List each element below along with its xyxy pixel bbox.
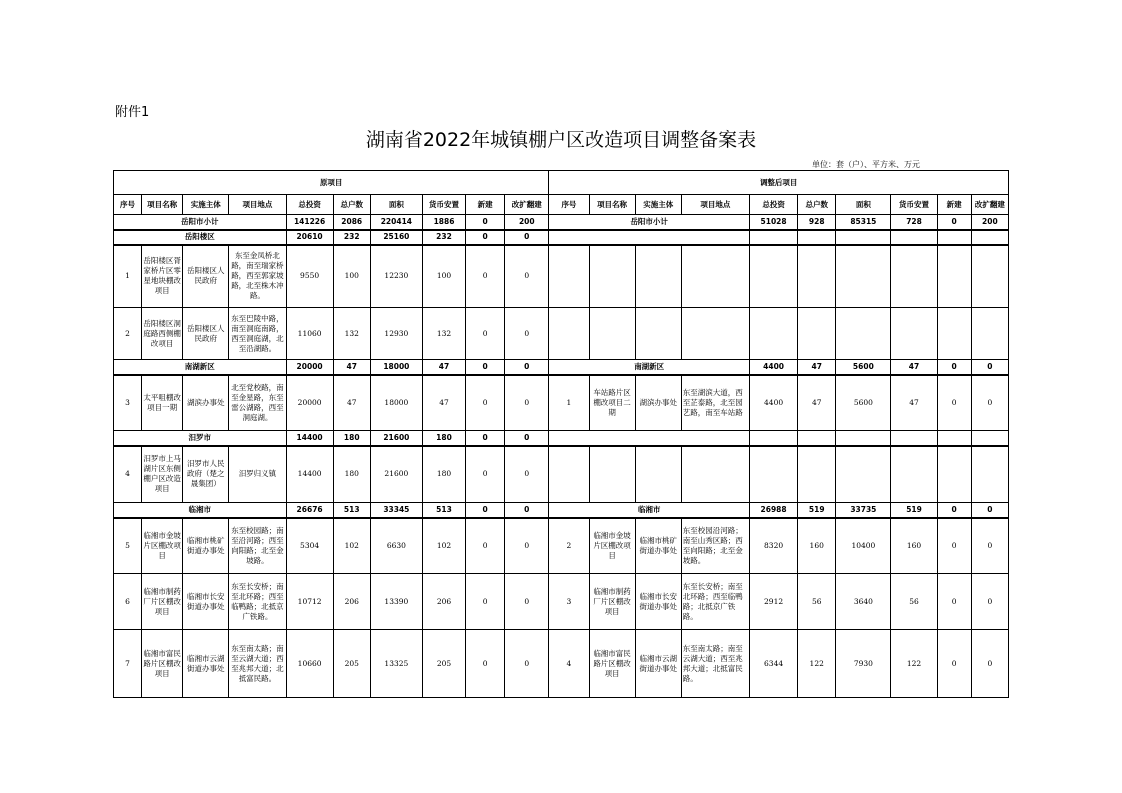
project-cell: [750, 446, 798, 503]
project-cell: [681, 446, 749, 503]
project-cell: 6: [114, 574, 142, 630]
section-total: [798, 230, 836, 245]
project-cell: 205: [333, 630, 370, 698]
project-cell: 100: [333, 245, 370, 308]
project-cell: 临湘市金坡片区棚改项目: [142, 518, 183, 574]
project-cell: 临湘市富民路片区棚改项目: [589, 630, 635, 698]
section-total: [891, 431, 937, 446]
project-cell: 0: [466, 308, 505, 360]
section-total: 0: [466, 360, 505, 375]
table-row: [114, 195, 1009, 215]
project-cell: 56: [891, 574, 937, 630]
section-total: 0: [937, 360, 971, 375]
project-cell: 0: [466, 375, 505, 431]
column-header: 货币安置: [891, 195, 937, 215]
section-total: [891, 230, 937, 245]
project-cell: 100: [422, 245, 465, 308]
project-cell: 0: [466, 630, 505, 698]
city-total-value: 0: [937, 215, 971, 230]
section-total: 5600: [836, 360, 891, 375]
city-total-value: 1886: [422, 215, 465, 230]
column-header: 项目名称: [142, 195, 183, 215]
table-row: [114, 375, 1009, 431]
project-cell: 102: [422, 518, 465, 574]
project-cell: 岳阳楼区洞庭路西侧棚改项目: [142, 308, 183, 360]
project-cell: 0: [971, 574, 1008, 630]
section-total: 519: [891, 503, 937, 518]
section-total: [937, 431, 971, 446]
project-cell: [681, 308, 749, 360]
project-cell: 132: [333, 308, 370, 360]
project-cell: 车站路片区棚改项目二期: [589, 375, 635, 431]
section-total: 0: [466, 431, 505, 446]
table-row: [114, 518, 1009, 574]
section-total: 0: [971, 360, 1008, 375]
project-cell: 3640: [836, 574, 891, 630]
project-cell: 湖滨办事处: [183, 375, 229, 431]
project-cell: 汨罗归义镇: [229, 446, 286, 503]
section-total: 513: [422, 503, 465, 518]
project-cell: 岳阳楼区人民政府: [183, 245, 229, 308]
table-row: [114, 308, 1009, 360]
column-header: 总户数: [798, 195, 836, 215]
project-cell: 2: [114, 308, 142, 360]
project-cell: 0: [937, 574, 971, 630]
project-cell: 东至长安桥；南至北环路；西至临鸭路；北抵京广铁路。: [229, 574, 286, 630]
project-cell: 56: [798, 574, 836, 630]
city-total-label: 岳阳市小计: [549, 215, 750, 230]
table-row: [114, 503, 1009, 518]
project-cell: [836, 446, 891, 503]
project-cell: [549, 446, 589, 503]
project-cell: 4: [549, 630, 589, 698]
table-row: [114, 171, 1009, 195]
project-cell: 东至南太路；南至云湖大道；西至兆邦大道；北抵富民路。: [681, 630, 749, 698]
project-cell: 0: [505, 245, 549, 308]
project-cell: 临湘市云湖街道办事处: [183, 630, 229, 698]
city-total-value: 928: [798, 215, 836, 230]
page-title: 湖南省2022年城镇棚户区改造项目调整备案表: [365, 129, 757, 151]
group-header-original: 原项目: [114, 171, 549, 195]
project-cell: 0: [466, 518, 505, 574]
project-cell: 14400: [286, 446, 333, 503]
project-cell: 160: [798, 518, 836, 574]
project-cell: 临湘市桃矿街道办事处: [635, 518, 681, 574]
project-cell: [798, 446, 836, 503]
project-cell: 3: [549, 574, 589, 630]
project-cell: 122: [798, 630, 836, 698]
section-total: [971, 230, 1008, 245]
section-total: 0: [505, 360, 549, 375]
project-cell: 206: [333, 574, 370, 630]
project-cell: 11060: [286, 308, 333, 360]
section-total: 18000: [370, 360, 422, 375]
table-row: [114, 215, 1009, 230]
project-cell: 东至校园沿河路；南至山秀区路；西至向阳路；北至金坡路。: [681, 518, 749, 574]
project-cell: 206: [422, 574, 465, 630]
project-cell: 0: [466, 446, 505, 503]
column-header: 总投资: [750, 195, 798, 215]
project-cell: 122: [891, 630, 937, 698]
section-total: 0: [937, 503, 971, 518]
project-cell: 3: [114, 375, 142, 431]
column-header: 面积: [836, 195, 891, 215]
project-cell: [937, 308, 971, 360]
project-cell: [937, 245, 971, 308]
column-header: 改扩翻建: [971, 195, 1008, 215]
project-cell: 7: [114, 630, 142, 698]
section-name: 南湖新区: [549, 360, 750, 375]
project-cell: 岳阳楼区胥家桥片区零星地块棚改项目: [142, 245, 183, 308]
project-cell: 0: [937, 518, 971, 574]
project-cell: [798, 308, 836, 360]
project-cell: 0: [505, 574, 549, 630]
section-total: 33735: [836, 503, 891, 518]
project-cell: 6630: [370, 518, 422, 574]
section-total: 26988: [750, 503, 798, 518]
section-total: 14400: [286, 431, 333, 446]
project-cell: 临湘市长安街道办事处: [635, 574, 681, 630]
project-cell: 12230: [370, 245, 422, 308]
project-cell: 汨罗市人民政府（楚之晟集团）: [183, 446, 229, 503]
city-total-value: 220414: [370, 215, 422, 230]
section-total: 0: [466, 503, 505, 518]
project-cell: 10712: [286, 574, 333, 630]
table-row: [114, 630, 1009, 698]
city-total-value: 2086: [333, 215, 370, 230]
project-cell: 10400: [836, 518, 891, 574]
section-total: 0: [505, 431, 549, 446]
city-total-value: 200: [971, 215, 1008, 230]
project-cell: 13325: [370, 630, 422, 698]
section-total: [971, 431, 1008, 446]
city-total-value: 85315: [836, 215, 891, 230]
project-cell: 0: [971, 375, 1008, 431]
column-header: 序号: [114, 195, 142, 215]
project-cell: 东至巴陵中路，南至洞庭南路，西至洞庭湖，北至沿湖路。: [229, 308, 286, 360]
project-cell: 东至长安桥；南至北环路；西至临鸭路；北抵京广铁路。: [681, 574, 749, 630]
project-cell: 13390: [370, 574, 422, 630]
project-cell: [836, 308, 891, 360]
section-total: 47: [333, 360, 370, 375]
table-row: [114, 446, 1009, 503]
section-total: 513: [333, 503, 370, 518]
column-header: 项目地点: [681, 195, 749, 215]
project-cell: 1: [549, 375, 589, 431]
project-cell: [798, 245, 836, 308]
section-name: [549, 431, 750, 446]
project-cell: 临湘市制药厂片区棚改项目: [142, 574, 183, 630]
project-cell: 180: [422, 446, 465, 503]
section-total: 47: [891, 360, 937, 375]
column-header: 项目名称: [589, 195, 635, 215]
project-cell: [971, 446, 1008, 503]
project-cell: [589, 446, 635, 503]
section-total: 33345: [370, 503, 422, 518]
project-cell: [681, 245, 749, 308]
project-cell: 5: [114, 518, 142, 574]
project-cell: 205: [422, 630, 465, 698]
project-cell: 太平咀棚改项目一期: [142, 375, 183, 431]
city-total-value: 51028: [750, 215, 798, 230]
project-cell: 临湘市长安街道办事处: [183, 574, 229, 630]
project-cell: 东至南太路；南至云湖大道；西至兆邦大道；北抵富民路。: [229, 630, 286, 698]
column-header: 实施主体: [635, 195, 681, 215]
table-row: [114, 230, 1009, 245]
project-cell: 0: [505, 630, 549, 698]
project-cell: 9550: [286, 245, 333, 308]
project-cell: 47: [422, 375, 465, 431]
project-cell: 0: [505, 446, 549, 503]
column-header: 面积: [370, 195, 422, 215]
project-cell: 2912: [750, 574, 798, 630]
project-cell: 东至湖滨大道，西至芷泰路，北至园艺路，南至车站路: [681, 375, 749, 431]
section-total: 0: [505, 503, 549, 518]
project-cell: [971, 308, 1008, 360]
project-cell: 0: [937, 630, 971, 698]
section-name: 岳阳楼区: [114, 230, 287, 245]
unit-note: 单位：套（户）、平方米、万元: [812, 160, 920, 169]
section-total: [836, 230, 891, 245]
project-cell: 180: [333, 446, 370, 503]
city-total-value: 141226: [286, 215, 333, 230]
column-header: 货币安置: [422, 195, 465, 215]
attachment-label: 附件1: [115, 105, 150, 120]
project-cell: 0: [505, 375, 549, 431]
project-cell: [549, 308, 589, 360]
table-row: [114, 431, 1009, 446]
project-cell: 20000: [286, 375, 333, 431]
city-total-value: 0: [466, 215, 505, 230]
project-cell: 5304: [286, 518, 333, 574]
section-total: 26676: [286, 503, 333, 518]
project-cell: 47: [798, 375, 836, 431]
project-cell: [589, 245, 635, 308]
project-cell: 18000: [370, 375, 422, 431]
section-name: [549, 230, 750, 245]
column-header: 项目地点: [229, 195, 286, 215]
project-cell: 0: [505, 308, 549, 360]
project-cell: 5600: [836, 375, 891, 431]
section-total: [750, 230, 798, 245]
project-cell: 0: [971, 518, 1008, 574]
project-cell: 7930: [836, 630, 891, 698]
section-name: 临湘市: [114, 503, 287, 518]
section-total: 180: [422, 431, 465, 446]
project-cell: 临湘市桃矿街道办事处: [183, 518, 229, 574]
project-cell: 10660: [286, 630, 333, 698]
project-cell: 47: [891, 375, 937, 431]
section-name: 临湘市: [549, 503, 750, 518]
project-cell: [891, 446, 937, 503]
section-total: [750, 431, 798, 446]
project-cell: 12930: [370, 308, 422, 360]
project-cell: [635, 308, 681, 360]
project-cell: [750, 308, 798, 360]
city-total-label: 岳阳市小计: [114, 215, 287, 230]
project-cell: [836, 245, 891, 308]
section-total: 21600: [370, 431, 422, 446]
adjustment-table: [113, 170, 1009, 698]
project-cell: 160: [891, 518, 937, 574]
section-total: 232: [333, 230, 370, 245]
project-cell: 湖滨办事处: [635, 375, 681, 431]
project-cell: [635, 446, 681, 503]
column-header: 改扩翻建: [505, 195, 549, 215]
project-cell: [971, 245, 1008, 308]
project-cell: 1: [114, 245, 142, 308]
project-cell: 临湘市富民路片区棚改项目: [142, 630, 183, 698]
table-row: [114, 360, 1009, 375]
project-cell: 132: [422, 308, 465, 360]
city-total-value: 200: [505, 215, 549, 230]
section-name: 汨罗市: [114, 431, 287, 446]
column-header: 总投资: [286, 195, 333, 215]
project-cell: 0: [466, 245, 505, 308]
table-row: [114, 245, 1009, 308]
section-total: 47: [422, 360, 465, 375]
column-header: 新建: [466, 195, 505, 215]
project-cell: 北至党校路，南至金星路，东至雷公湖路，西至洞庭湖。: [229, 375, 286, 431]
section-total: 0: [466, 230, 505, 245]
city-total-value: 728: [891, 215, 937, 230]
column-header: 序号: [549, 195, 589, 215]
section-total: 20000: [286, 360, 333, 375]
project-cell: 47: [333, 375, 370, 431]
project-cell: [750, 245, 798, 308]
section-total: 180: [333, 431, 370, 446]
project-cell: 临湘市制药厂片区棚改项目: [589, 574, 635, 630]
project-cell: [891, 245, 937, 308]
section-total: [798, 431, 836, 446]
project-cell: [635, 245, 681, 308]
project-cell: [549, 245, 589, 308]
project-cell: 4: [114, 446, 142, 503]
section-total: [937, 230, 971, 245]
section-total: 0: [971, 503, 1008, 518]
section-total: 0: [505, 230, 549, 245]
project-cell: [891, 308, 937, 360]
column-header: 新建: [937, 195, 971, 215]
project-cell: 临湘市云湖街道办事处: [635, 630, 681, 698]
section-total: 232: [422, 230, 465, 245]
column-header: 总户数: [333, 195, 370, 215]
project-cell: 102: [333, 518, 370, 574]
section-total: [836, 431, 891, 446]
project-cell: [937, 446, 971, 503]
section-total: 47: [798, 360, 836, 375]
project-cell: 临湘市金坡片区棚改项目: [589, 518, 635, 574]
project-cell: 8320: [750, 518, 798, 574]
column-header: 实施主体: [183, 195, 229, 215]
project-cell: 2: [549, 518, 589, 574]
project-cell: 岳阳楼区人民政府: [183, 308, 229, 360]
project-cell: 0: [505, 518, 549, 574]
section-total: 20610: [286, 230, 333, 245]
project-cell: 0: [466, 574, 505, 630]
project-cell: 6344: [750, 630, 798, 698]
section-total: 4400: [750, 360, 798, 375]
group-header-adjusted: 调整后项目: [549, 171, 1009, 195]
project-cell: 汨罗市上马湖片区东侧棚户区改造项目: [142, 446, 183, 503]
project-cell: 0: [937, 375, 971, 431]
project-cell: 4400: [750, 375, 798, 431]
project-cell: 21600: [370, 446, 422, 503]
project-cell: 东至金凤桥北路，南至瑞家桥路，西至郭家坡路，北至株木冲路。: [229, 245, 286, 308]
project-cell: 东至校园路；南至沿河路；西至向阳路；北至金坡路。: [229, 518, 286, 574]
table-row: [114, 574, 1009, 630]
section-total: 25160: [370, 230, 422, 245]
project-cell: 0: [971, 630, 1008, 698]
section-name: 南湖新区: [114, 360, 287, 375]
project-cell: [589, 308, 635, 360]
section-total: 519: [798, 503, 836, 518]
